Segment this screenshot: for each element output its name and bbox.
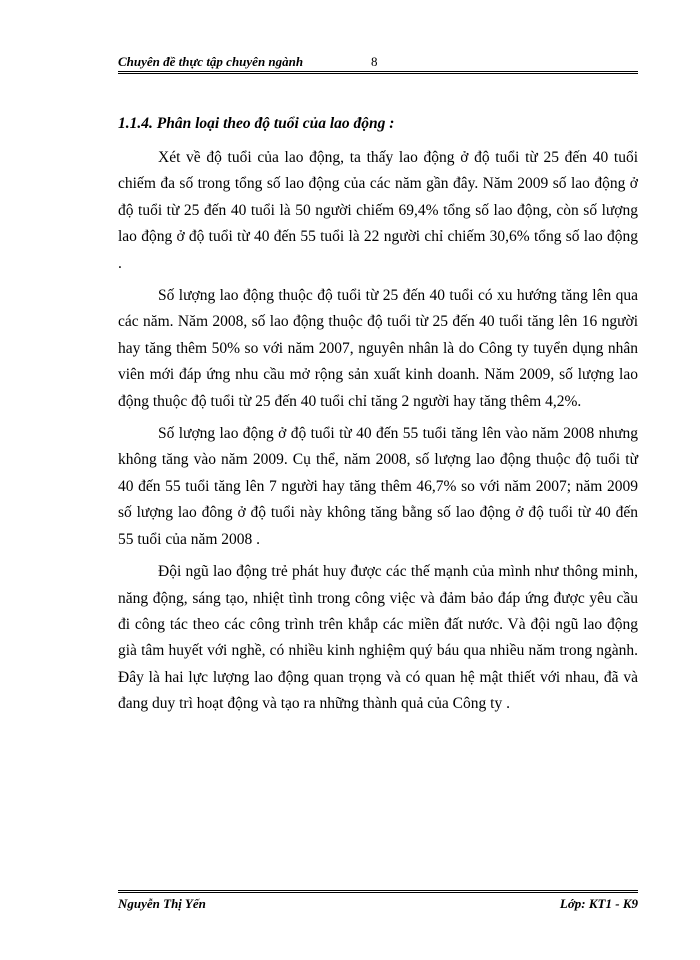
body-text — [118, 145, 638, 724]
footer-divider-double — [118, 892, 638, 893]
author-name: Nguyễn Thị Yến — [118, 896, 206, 911]
header-divider — [118, 71, 638, 72]
paragraph: Số lượng lao động ở độ tuổi từ 40 đến 55 tuổi tăng lên vào năm 2008 nhưng không tăng vào năm 2009. Cụ thể, năm 2008, số lượng lao động thuộc độ tuổi từ 40 đến 55 tuổi tăng lên 7 người hay tăng thêm 46,7% so với năm 2007; năm 2009 số lượng lao đông ở độ tuổi này không tăng bằng số lao động ở độ tuổi từ 40 đến 55 tuổi của năm 2008 . — [118, 425, 638, 548]
class-label: Lớp: KT1 - K9 — [559, 896, 638, 911]
paragraph: Xét về độ tuổi của lao động, ta thấy lao động ở độ tuổi từ 25 đến 40 tuổi chiếm đa số trong tổng số lao động của các năm gần đây. Năm 2009 số lao động ở độ tuổi từ 25 đến 40 tuổi là 50 người chiếm 69,4% tổng số lao động, còn số lượng lao động ở độ tuổi từ 40 đến 55 tuổi là 22 người chỉ chiếm 30,6% tổng số lao động . — [118, 149, 638, 272]
section-heading: 1.1.4. Phân loại theo độ tuổi của lao động : — [118, 115, 395, 132]
page-footer — [118, 896, 638, 916]
document-title: Chuyên đề thực tập chuyên ngành — [118, 54, 304, 69]
page-number: 8 — [371, 54, 378, 69]
footer-divider — [118, 890, 638, 891]
paragraph: Đội ngũ lao động trẻ phát huy được các thế mạnh của mình như thông minh, năng động, sáng tạo, nhiệt tình trong công việc và đảm bảo đáp ứng được yêu cầu đi công tác theo các công trình trên khắp các miền đất nước. Và đội ngũ lao động già tâm huyết với nghề, có nhiều kinh nghiệm quý báu qua nhiều năm trong ngành. Đây là hai lực lượng lao động quan trọng và có quan hệ mật thiết với nhau, đã và đang duy trì hoạt động và tạo ra những thành quả của Công ty . — [118, 563, 638, 713]
paragraph: Số lượng lao động thuộc độ tuổi từ 25 đến 40 tuổi có xu hướng tăng lên qua các năm. Năm 2008, số lao động thuộc độ tuổi từ 25 đến 40 tuổi tăng lên 16 người hay tăng thêm 50% so với năm 2007, nguyên nhân là do Công ty tuyển dụng nhân viên mới đáp ứng nhu cầu mở rộng sản xuất kinh doanh. Năm 2009, số lượng lao động thuộc độ tuổi từ 25 đến 40 tuổi chỉ tăng 2 người hay tăng thêm 4,2%. — [118, 287, 638, 410]
page-header — [118, 52, 638, 72]
header-divider-double — [118, 73, 638, 74]
